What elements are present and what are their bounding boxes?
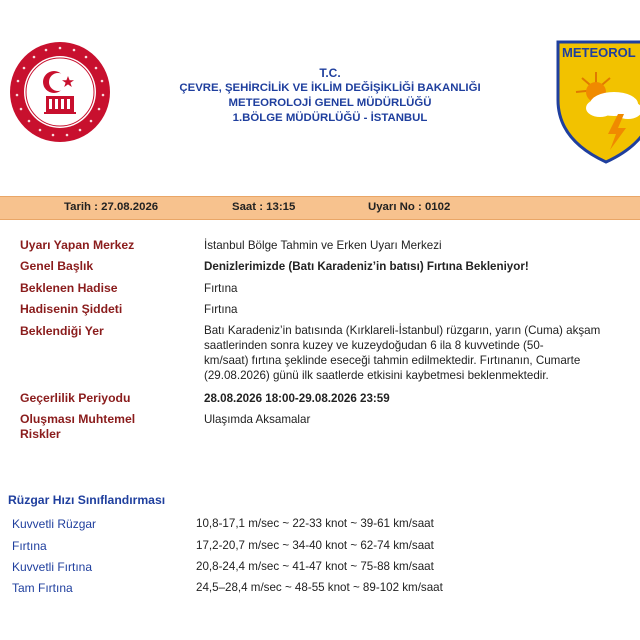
wind-row-name: Kuvvetli Rüzgar [12,517,97,531]
wind-row-name: Kuvvetli Fırtına [12,560,93,574]
label-expected-location: Beklendiği Yer [20,324,104,338]
location-line: Batı Karadeniz’in batısında (Kırklareli-İstanbul) rüzgarın, yarın (Cuma) akşam [204,324,601,337]
location-line: km/saat) fırtına şeklinde eseceği tahmin edilmektedir. Fırtınanın, Cumarte [204,354,581,367]
location-line: saatlerinden sonra kuzey ve kuzeydoğudan 6 ila 8 kuvvetinde (50- [204,339,544,352]
label-general-title: Genel Başlık [20,259,94,273]
value-possible-risks: Ulaşımda Aksamalar [204,413,311,426]
warning-time: Saat : 13:15 [232,201,296,213]
value-event-severity: Fırtına [204,303,238,316]
label-possible-risks: Oluşması Muhtemel [20,412,136,426]
label-expected-event: Beklenen Hadise [20,281,118,295]
header-tc: T.C. [319,66,341,80]
warning-info-bar [0,196,640,220]
wind-row-name: Tam Fırtına [12,581,73,595]
wind-row-value: 24,5–28,4 m/sec ~ 48-55 knot ~ 89-102 km/saat [196,581,443,594]
value-validity-period: 28.08.2026 18:00-29.08.2026 23:59 [204,392,390,405]
wind-row-value: 10,8-17,1 m/sec ~ 22-33 knot ~ 39-61 km/saat [196,517,434,530]
value-expected-event: Fırtına [204,282,238,295]
location-line: (29.08.2026) günü ilk saatlerde etkisini kaybetmesi beklenmektedir. [204,369,549,382]
label-issuing-center: Uyarı Yapan Merkez [20,238,135,252]
label-validity-period: Geçerlilik Periyodu [20,391,131,405]
warning-date: Tarih : 27.08.2026 [64,201,159,213]
header-ministry: ÇEVRE, ŞEHİRCİLİK VE İKLİM DEĞİŞİKLİĞİ BAKANLIĞI [179,82,481,94]
wind-row-value: 17,2-20,7 m/sec ~ 34-40 knot ~ 62-74 km/saat [196,539,434,552]
wind-row-name: Fırtına [12,539,47,553]
label-event-severity: Hadisenin Şiddeti [20,302,123,316]
wind-row-value: 20,8-24,4 m/sec ~ 41-47 knot ~ 75-88 km/saat [196,560,434,573]
label-possible-risks-cont: Riskler [20,427,61,441]
header-directorate: METEOROLOJİ GENEL MÜDÜRLÜĞÜ [228,97,432,109]
meteoroloji-logo [556,40,640,164]
ministry-seal-logo [8,40,112,144]
wind-classification-title: Rüzgar Hızı Sınıflandırması [8,493,166,507]
value-issuing-center: İstanbul Bölge Tahmin ve Erken Uyarı Merkezi [204,239,442,252]
meteoroloji-logo-text: METEOROL [562,45,636,60]
warning-number: Uyarı No : 0102 [368,201,451,213]
value-general-title: Denizlerimizde (Batı Karadeniz’in batısı) Fırtına Bekleniyor! [204,260,529,273]
header-regional-office: 1.BÖLGE MÜDÜRLÜĞÜ - İSTANBUL [232,112,428,124]
